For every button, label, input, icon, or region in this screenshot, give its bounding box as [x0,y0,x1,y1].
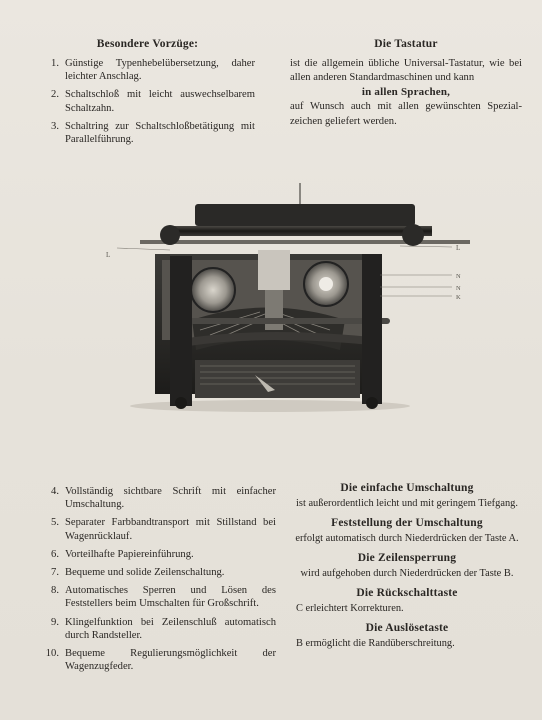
list-item: 5. Separater Farbbandtransport mit Stillstand bei Wagenrücklauf. [51,517,276,542]
keyboard-text-1: ist die allgemein übliche Universal-Tastatur, wie bei allen anderen Standardmaschinen und kann [290,58,522,84]
list-item: 10. Bequeme Regulierungsmöglichkeit der Wagenzugfeder. [45,648,276,673]
operation-heading: Die Zeilensperrung [357,552,457,564]
list-item: 3. Schaltring zur Schaltschloßbetätigung mit Parallelführung. [51,120,255,146]
operation-heading: Feststellung der Umschaltung [331,517,483,529]
list-item: 6. Vorteilhafte Papiereinführung. [51,548,194,560]
operation-section [288,482,526,657]
operation-block [288,587,526,615]
advantages-list [40,57,255,146]
keyboard-section [290,38,522,129]
operation-block [288,517,526,545]
list-item: 4. Vollständig sichtbare Schrift mit einfacher Umschaltung. [51,486,276,511]
figure-label-N2: N [456,285,461,292]
figure-label-L-right: L [456,244,461,252]
typewriter-illustration [100,180,480,420]
figure-label-N1: N [456,273,461,280]
operation-text: wird aufgehoben durch Niederdrücken der Taste B. [300,568,514,579]
keyboard-text-2: auf Wunsch auch mit allen gewünschten Spezial-zeichen geliefert werden. [290,101,522,127]
operation-text: ist außerordentlich leicht und mit geringem Tiefgang. [296,498,518,509]
operation-heading: Die einfache Umschaltung [340,482,474,494]
features-section [40,485,276,678]
operation-text: erfolgt automatisch durch Niederdrücken der Taste A. [295,533,519,544]
operation-heading: Die Rückschalttaste [356,587,458,599]
figure-label-K: K [456,294,461,301]
operation-heading: Die Auslösetaste [365,622,449,634]
list-item: 7. Bequeme und solide Zeilenschaltung. [51,567,225,579]
keyboard-emphasis: in allen Sprachen, [361,86,451,99]
operation-text: C erleichtert Korrekturen. [296,603,404,614]
operation-block [288,552,526,580]
operation-block [288,482,526,510]
advantages-heading: Besondere Vorzüge: [96,38,199,50]
list-item: 9. Klingelfunktion bei Zeilenschluß automatisch durch Randsteller. [51,616,276,641]
features-list [40,485,276,673]
list-item: 2. Schaltschloß mit leicht auswechselbarem Schaltzahn. [51,89,255,114]
list-item: 1. Günstige Typenhebelübersetzung, daher leichter Anschlag. [51,58,255,83]
advantages-section [40,38,255,151]
figure-label-L-left: L [106,251,111,259]
list-item: 8. Automatisches Sperren und Lösen des Feststellers beim Umschalten für Großschrift. [51,585,276,610]
operation-text: B ermöglicht die Randüberschreitung. [296,638,455,649]
operation-block [288,622,526,650]
keyboard-heading: Die Tastatur [374,38,438,50]
